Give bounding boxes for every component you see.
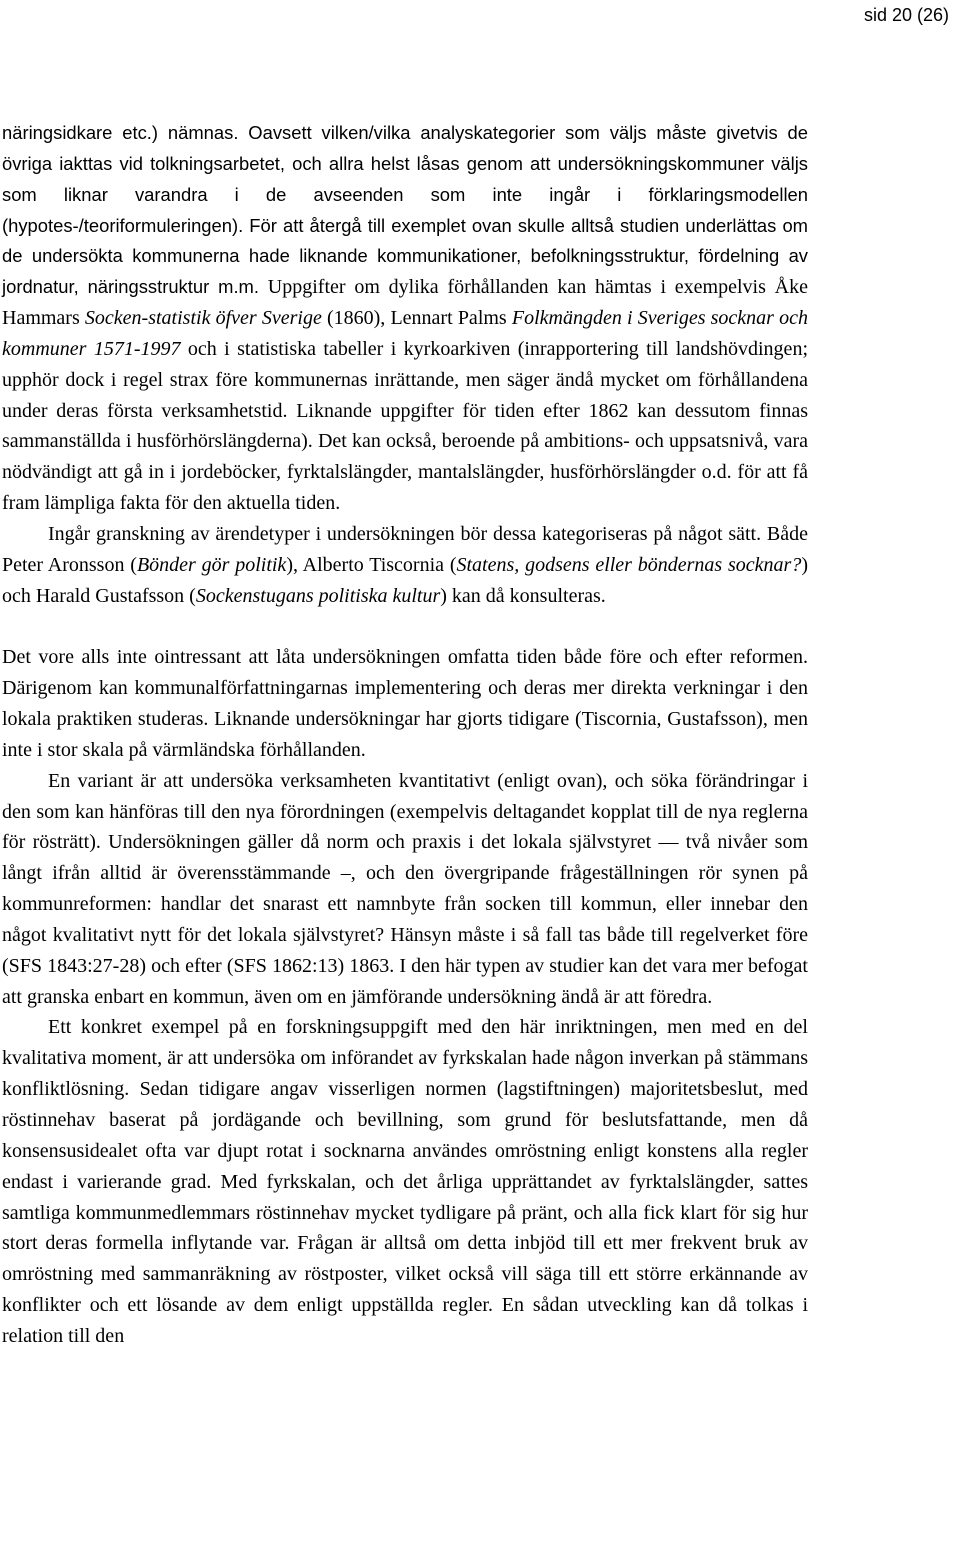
paragraph-2-text-b: ), Alberto Tiscornia ( [286, 553, 457, 576]
paragraph-5: Ett konkret exempel på en forskningsuppgift med den här inriktningen, men med en del kvalitativa moment, är att undersöka om införandet av fyrkskalan hade någon inverkan på stämmans konfliktlösning. Sedan tidigare angav visserligen normen (lagstiftningen) majoritetsbeslut, med röstinnehav baserat på jordägande och bevillning, som grund för beslutsfattande, men då konsensusidealet ofta var djupt rotat i socknarna användes omröstning enligt konstens alla regler endast i varierande grad. Med fyrkskalan, och det årliga upprättandet av fyrktalslängder, sattes samtliga kommunmedlemmars röstinnehav mycket tydligare på pränt, och alla fick klart för sig hur stort deras formella inflytande var. Frågan är alltså om detta inbjöd till ett mer frekvent bruk av omröstning med sammanräkning av röstposter, vilket också vill säga till ett större erkännande av konflikter och ett lösande av dem enligt uppställda regler. En sådan utveckling kan då tolkas i relation till den [2, 1016, 808, 1347]
paragraph-2-text-a: Ingår granskning av ärendetyper i undersökningen bör dessa kategoriseras på något sätt. Både Peter Aronsson ( [2, 522, 808, 576]
paragraph-2-text-c: ) och Harald Gustafsson ( [2, 553, 809, 607]
paragraph-3: Det vore alls inte ointressant att låta undersökningen omfatta tiden både före och efter reformen. Därigenom kan kommunalförfattningarnas implementering och deras mer direkta verkningar i den lokala praktiken studeras. Liknande undersökningar har gjorts tidigare (Tiscornia, Gustafsson), men inte i stor skala på värmländska förhållanden. [2, 646, 808, 761]
paragraph-1-title-a: Socken-statistik öfver Sverige [84, 307, 322, 330]
paragraph-1 [2, 118, 808, 519]
paragraph-1-text-a: Uppgifter om dylika förhållanden kan hämtas i exempelvis Åke Hammars [2, 276, 808, 330]
paragraph-1-text-b: (1860), Lennart Palms [321, 307, 512, 330]
paragraph-1-sans-text: näringsidkare etc.) nämnas. Oavsett vilken/vilka analyskategorier som väljs måste givetvis de övriga iakttas vid tolkningsarbetet, och allra helst låsas genom att undersökningskommuner väljs som liknar varandra i de avseenden som inte ingår i förklaringsmodellen (hypotes-/teoriformuleringen). För att återgå till exemplet ovan skulle alltså studien underlättas om de undersökta kommunerna hade liknande kommunikationer, befolkningsstruktur, fördelning av jordnatur, näringsstruktur m.m. [2, 122, 808, 298]
paragraph-2-text-d: ) kan då konsulteras. [440, 584, 606, 607]
document-body [2, 118, 808, 1352]
paragraph-2 [2, 519, 808, 612]
paragraph-1-title-b: Folkmängden i Sveriges socknar och kommuner 1571-1997 [2, 307, 808, 360]
paragraph-1-text-c: och i statistiska tabeller i kyrkoarkiven (inrapportering till landshövdingen; upphör dock i regel strax före kommunernas inrättande, men säger ändå mycket om förhållandena under deras första verksamhetstid. Liknande uppgifter för tiden efter 1862 kan dessutom finnas sammanställda i husförhörslängderna). Det kan också, beroende på ambitions- och uppsatsnivå, vara nödvändigt att gå in i jordeböcker, fyrktalslängder, mantalslängder, husförhörslängder o.d. för att få fram lämpliga fakta för den aktuella tiden. [2, 337, 808, 515]
page-number: sid 20 (26) [863, 5, 949, 25]
paragraph-4: En variant är att undersöka verksamheten kvantitativt (enligt ovan), och söka förändringar i den som kan hänföras till den nya förordningen (exempelvis deltagandet kopplat till de nya reglerna för rösträtt). Undersökningen gäller då norm och praxis i det lokala självstyret — två nivåer som långt ifrån alltid är överensstämmande –, och den övergripande frågeställningen rör synen på kommunreformen: handlar det snarast ett namnbyte från socken till kommun, eller innebar den något kvalitativt nytt för det lokala självstyret? Hänsyn måste i så fall tas både till regelverket före (SFS 1843:27-28) och efter (SFS 1862:13) 1863. I den här typen av studier kan det vara mer befogat att granska enbart en kommun, även om en jämförande undersökning ändå är att föredra. [2, 769, 808, 1008]
paragraph-2-title-a: Bönder gör politik [136, 553, 287, 576]
paragraph-2-title-c: Sockenstugans politiska kultur [195, 584, 441, 607]
paragraph-gap [2, 612, 808, 643]
paragraph-2-title-b: Statens, godsens eller böndernas socknar? [456, 553, 802, 576]
